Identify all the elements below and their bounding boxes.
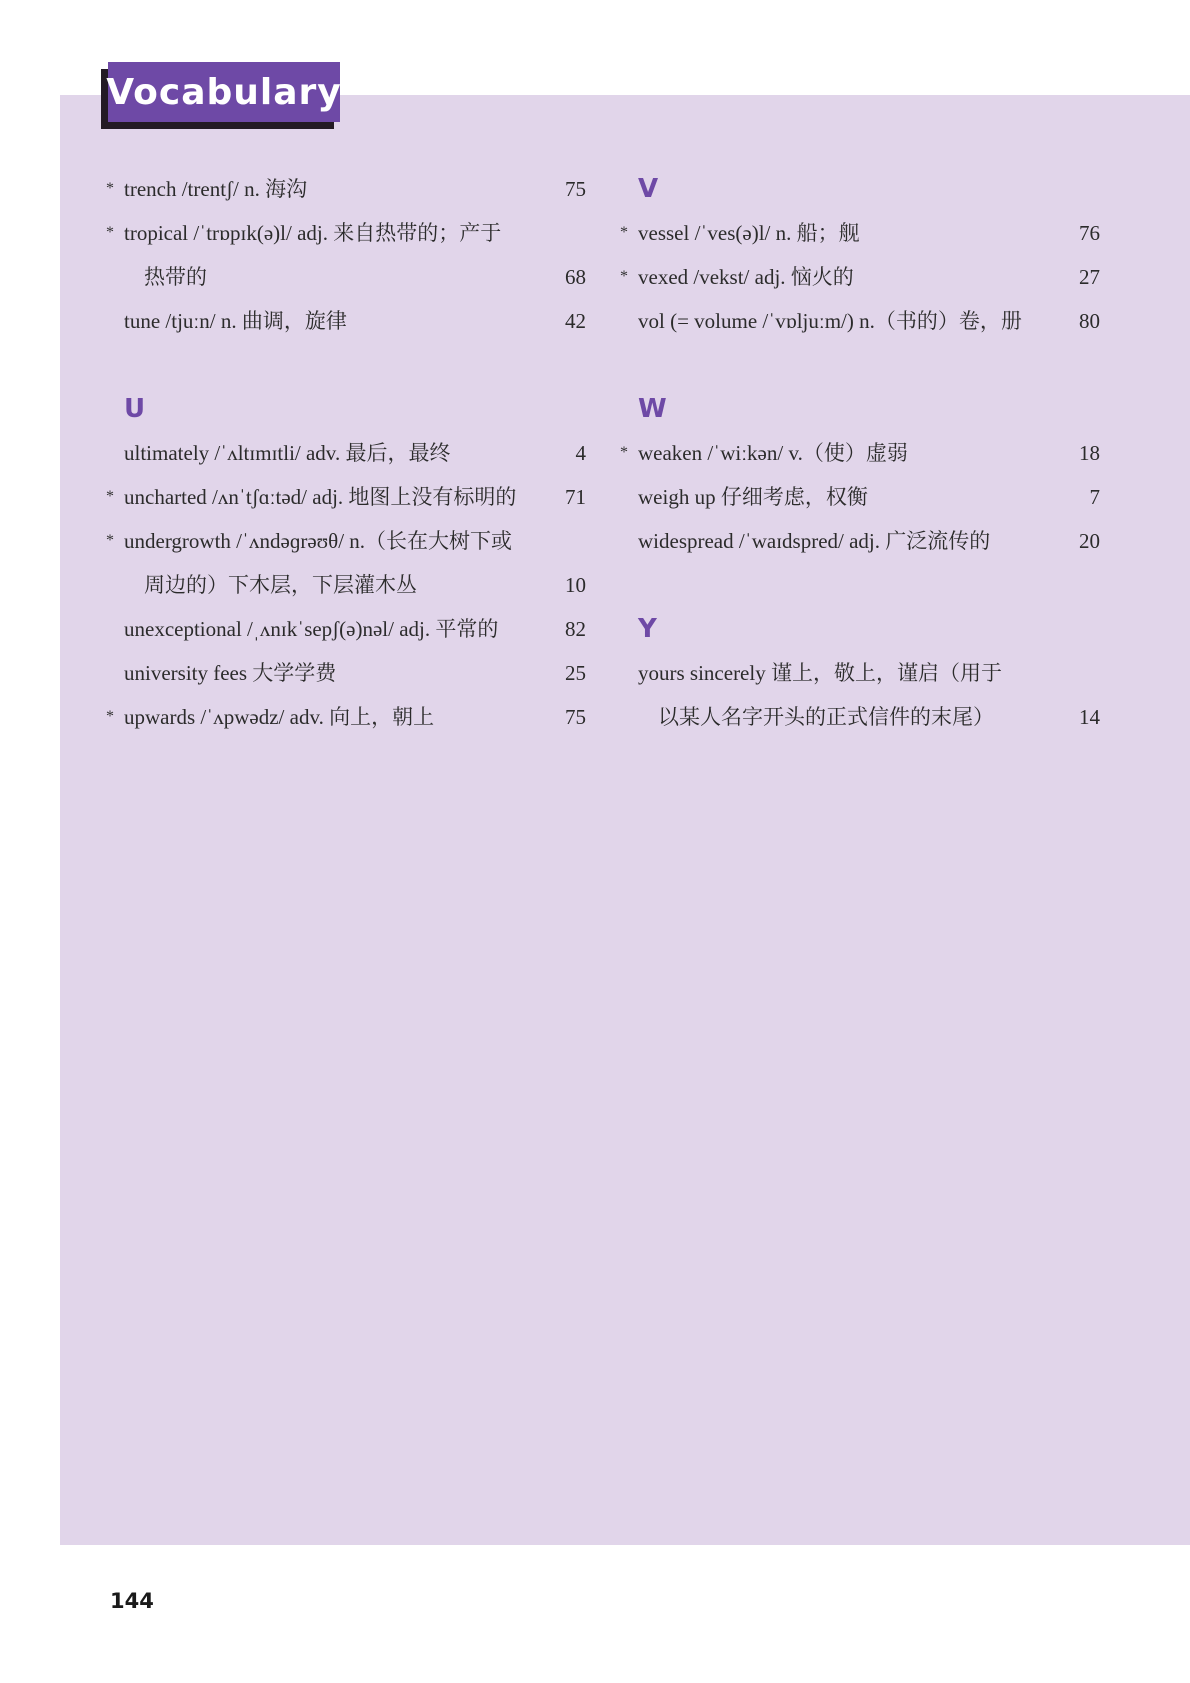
entry-text: tropical /ˈtrɒpɪk(ə)l/ adj. 来自热带的；产于 [124,221,502,245]
entry-text: weaken /ˈwiːkən/ v.（使）虚弱 [638,441,908,465]
entry-text: vessel /ˈves(ə)l/ n. 船；舰 [638,221,860,245]
entry-trench [106,167,586,211]
right-column [620,167,1100,739]
entry-tune [106,299,586,343]
entry-text: 周边的）下木层，下层灌木丛 [144,573,417,597]
star-marker: * [106,180,114,197]
entry-page: 25 [565,661,586,685]
entry-uncharted [106,475,586,519]
star-marker: * [620,224,628,241]
entry-page: 20 [1079,529,1100,553]
entry-vol [620,299,1100,343]
entry-text: tune /tjuːn/ n. 曲调，旋律 [124,309,347,333]
entry-text: weigh up 仔细考虑，权衡 [638,485,868,509]
section-gap [620,563,1100,607]
entry-unexceptional [106,607,586,651]
entry-page: 76 [1079,221,1100,245]
entry-text: upwards /ˈʌpwədz/ adv. 向上，朝上 [124,705,435,729]
section-letter-y: Y [638,614,657,644]
left-column [106,167,586,739]
entry-text: ultimately /ˈʌltɪmɪtli/ adv. 最后，最终 [124,441,451,465]
entry-text: unexceptional /ˌʌnɪkˈsepʃ(ə)nəl/ adj. 平常的 [124,617,499,641]
entry-weaken [620,431,1100,475]
entry-text: 以某人名字开头的正式信件的末尾） [658,705,994,729]
entry-page: 10 [565,573,586,597]
star-marker: * [620,444,628,461]
star-marker: * [106,532,114,549]
entry-page: 82 [565,617,586,641]
entry-text: yours sincerely 谨上，敬上，谨启（用于 [638,661,1002,685]
entry-text: widespread /ˈwaɪdspred/ adj. 广泛流传的 [638,529,991,553]
star-marker: * [106,708,114,725]
entry-page: 75 [565,177,586,201]
page-number: 144 [110,1589,154,1613]
section-letter-v: V [638,174,659,204]
entry-page: 68 [565,265,586,289]
entry-undergrowth-continued [106,563,586,607]
entry-text: university fees 大学学费 [124,661,337,685]
entry-weigh-up [620,475,1100,519]
entry-text: vexed /vekst/ adj. 恼火的 [638,265,854,289]
entry-upwards [106,695,586,739]
entry-text: trench /trentʃ/ n. 海沟 [124,177,308,201]
entry-text: vol (= volume /ˈvɒljuːm/) n.（书的）卷，册 [638,309,1022,333]
entry-vexed [620,255,1100,299]
entry-text: 热带的 [144,265,207,289]
entry-tropical-continued [106,255,586,299]
entry-page: 14 [1079,705,1100,729]
entry-page: 4 [575,441,586,465]
entry-page: 80 [1079,309,1100,333]
section-letter-u: U [124,394,146,424]
entry-text: undergrowth /ˈʌndəɡrəʊθ/ n.（长在大树下或 [124,529,513,553]
page-title: Vocabulary [108,62,340,122]
entry-text: uncharted /ʌnˈtʃɑːtəd/ adj. 地图上没有标明的 [124,485,517,509]
star-marker: * [106,224,114,241]
entry-page: 75 [565,705,586,729]
entry-vessel [620,211,1100,255]
star-marker: * [106,488,114,505]
entry-page: 27 [1079,265,1100,289]
section-letter-w: W [638,394,667,424]
entry-yours-sincerely [620,651,1100,695]
entry-ultimately [106,431,586,475]
entry-page: 71 [565,485,586,509]
entry-widespread [620,519,1100,563]
section-gap [106,343,586,387]
entry-page: 18 [1079,441,1100,465]
entry-page: 7 [1089,485,1100,509]
entry-university-fees [106,651,586,695]
star-marker: * [620,268,628,285]
entry-page: 42 [565,309,586,333]
entry-yours-sincerely-continued [620,695,1100,739]
section-gap [620,343,1100,387]
entry-undergrowth [106,519,586,563]
entry-tropical [106,211,586,255]
